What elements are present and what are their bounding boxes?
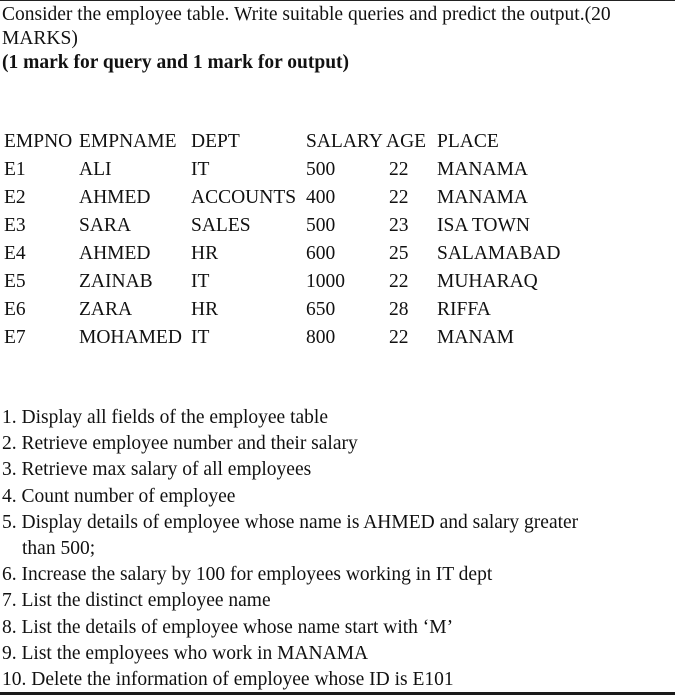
- instruction-line-1: Consider the employee table. Write suitable queries and predict the output.(20: [2, 4, 611, 25]
- table-cell: 800: [306, 327, 336, 348]
- list-item: [2, 510, 672, 562]
- question-number: 5.: [2, 511, 17, 533]
- column-header: EMPNAME: [79, 131, 177, 152]
- table-cell: 22: [389, 271, 409, 292]
- table-row: [0, 156, 675, 184]
- table-row: [0, 240, 675, 268]
- table-cell: ZARA: [79, 299, 133, 320]
- marks-note: (1 mark for query and 1 mark for output): [2, 52, 350, 73]
- table-row: [0, 184, 675, 212]
- table-cell: 500: [306, 215, 336, 236]
- question-text: Retrieve max salary of all employees: [21, 459, 312, 481]
- question-number: 2.: [2, 433, 17, 455]
- table-cell: E1: [4, 159, 26, 180]
- table-cell: IT: [191, 271, 210, 292]
- question-text: Retrieve employee number and their salary: [21, 433, 358, 455]
- column-header: AGE: [386, 131, 427, 152]
- table-cell: MANAM: [437, 327, 514, 348]
- table-cell: ZAINAB: [79, 271, 153, 292]
- table-cell: ALI: [79, 159, 112, 180]
- table-row: [0, 268, 675, 296]
- table-cell: 500: [306, 159, 336, 180]
- top-border: [0, 0, 675, 1]
- table-row: [0, 212, 675, 240]
- column-header: DEPT: [191, 131, 240, 152]
- table-cell: RIFFA: [437, 299, 491, 320]
- question-number: 4.: [2, 485, 17, 507]
- list-item: [2, 641, 672, 667]
- question-header: [2, 3, 672, 75]
- table-cell: IT: [191, 327, 210, 348]
- question-number: 8.: [2, 616, 17, 638]
- column-header: PLACE: [437, 131, 499, 152]
- list-item: [2, 431, 672, 457]
- question-text-continuation: than 500;: [22, 538, 96, 560]
- list-item: [2, 667, 672, 693]
- list-item: [2, 588, 672, 614]
- question-text: Increase the salary by 100 for employees working in IT dept: [21, 564, 493, 586]
- question-number: 9.: [2, 642, 17, 664]
- table-cell: E3: [4, 215, 26, 236]
- query-question-list: [2, 405, 672, 693]
- table-cell: E4: [4, 243, 26, 264]
- table-cell: E7: [4, 327, 26, 348]
- table-cell: MANAMA: [437, 159, 529, 180]
- question-text: Count number of employee: [21, 485, 236, 507]
- list-item: [2, 562, 672, 588]
- column-header: SALARY: [306, 131, 383, 152]
- table-cell: IT: [191, 159, 210, 180]
- table-cell: E2: [4, 187, 26, 208]
- question-number: 6.: [2, 564, 17, 586]
- table-cell: SALES: [191, 215, 251, 236]
- instruction-line-2: MARKS): [2, 28, 78, 49]
- list-item: [2, 615, 672, 641]
- list-item: [2, 405, 672, 431]
- question-number: 10.: [2, 669, 27, 691]
- list-item: [2, 484, 672, 510]
- table-row: [0, 296, 675, 324]
- question-text: List the employees who work in MANAMA: [21, 642, 369, 664]
- table-cell: ACCOUNTS: [191, 187, 297, 208]
- question-text: List the distinct employee name: [21, 590, 271, 612]
- table-cell: 28: [389, 299, 409, 320]
- table-cell: E5: [4, 271, 26, 292]
- table-cell: SALAMABAD: [437, 243, 561, 264]
- table-cell: 23: [389, 215, 409, 236]
- table-cell: E6: [4, 299, 26, 320]
- question-text: Display all fields of the employee table: [21, 407, 328, 428]
- table-row: [0, 324, 675, 352]
- table-cell: 400: [306, 187, 336, 208]
- question-number: 7.: [2, 590, 17, 612]
- table-cell: ISA TOWN: [437, 215, 530, 236]
- table-cell: AHMED: [79, 187, 151, 208]
- list-item: [2, 457, 672, 483]
- table-cell: MUHARAQ: [437, 271, 538, 292]
- question-number: 1.: [2, 407, 17, 428]
- table-cell: MOHAMED: [79, 327, 182, 348]
- question-number: 3.: [2, 459, 17, 481]
- table-cell: 650: [306, 299, 336, 320]
- table-cell: 1000: [306, 271, 345, 292]
- table-cell: 22: [389, 327, 409, 348]
- question-text: List the details of employee whose name start with ‘M’: [21, 616, 454, 638]
- table-cell: HR: [191, 299, 219, 320]
- table-cell: SARA: [79, 215, 132, 236]
- bottom-border: [0, 692, 675, 695]
- table-cell: 25: [389, 243, 409, 264]
- question-text: Delete the information of employee whose ID is E101: [31, 669, 454, 691]
- table-header-row: [0, 128, 675, 156]
- column-header: EMPNO: [4, 131, 73, 152]
- table-cell: AHMED: [79, 243, 151, 264]
- table-cell: 22: [389, 187, 409, 208]
- table-cell: HR: [191, 243, 219, 264]
- question-text: Display details of employee whose name is AHMED and salary greater: [21, 511, 579, 533]
- table-cell: 22: [389, 159, 409, 180]
- table-cell: MANAMA: [437, 187, 529, 208]
- table-cell: 600: [306, 243, 336, 264]
